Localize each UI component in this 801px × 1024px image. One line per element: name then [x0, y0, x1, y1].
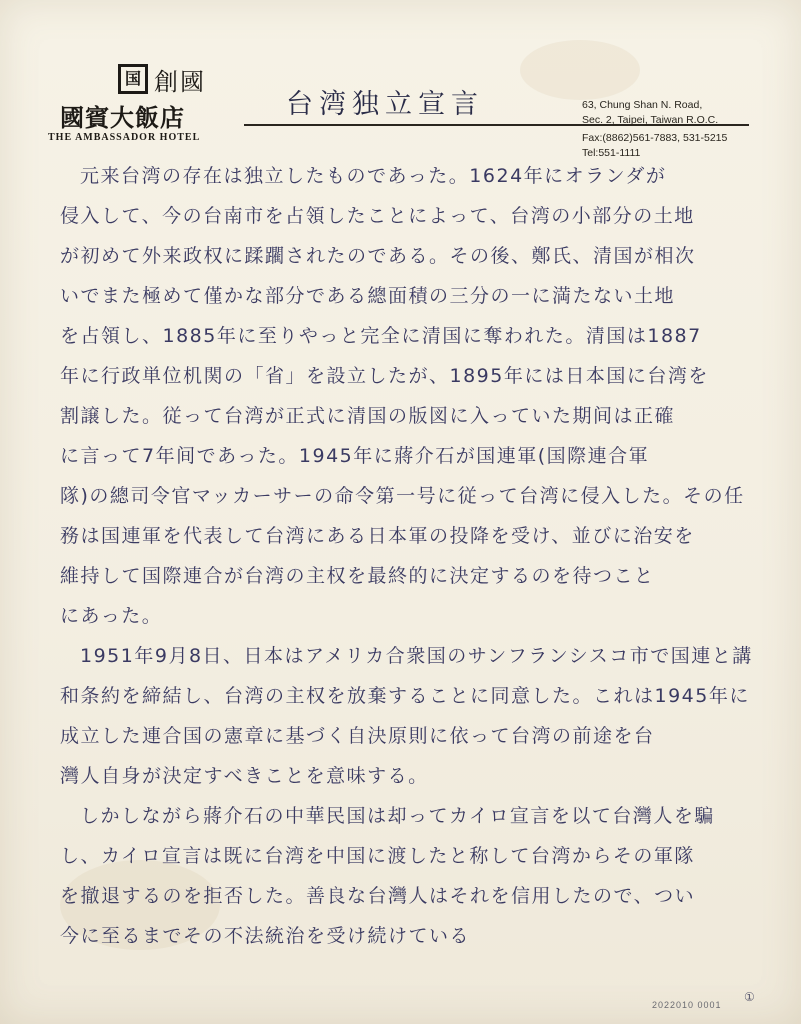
body-line: に言って7年间であった。1945年に蔣介石が国連軍(国際連合軍 — [60, 445, 650, 467]
logo-chinese-top: 創國 — [154, 68, 206, 96]
tel-line: Tel:551-1111 — [582, 147, 641, 159]
body-line: 和条約を締結し、台湾の主权を放棄することに同意した。これは1945年に — [60, 685, 750, 707]
body-line: 隊)の總司令官マッカーサーの命令第一号に従って台湾に侵入した。その任 — [60, 485, 745, 507]
address-line: 63, Chung Shan N. Road, — [582, 99, 703, 111]
body-line: 成立した連合国の憲章に基づく自決原則に依って台湾の前途を台 — [60, 725, 655, 747]
handwritten-body — [60, 156, 772, 956]
logo-chinese-name: 國賓大飯店 — [60, 103, 185, 132]
body-line: が初めて外来政权に蹂躙されたのである。その後、鄭氏、清国が相次 — [60, 245, 696, 267]
body-line: しかしながら蔣介石の中華民国は却ってカイロ宣言を以て台灣人を騙 — [80, 805, 715, 827]
document-title: 台湾独立宣言 — [286, 89, 484, 120]
hotel-address-block — [582, 98, 728, 159]
body-line: 侵入して、今の台南市を占領したことによって、台湾の小部分の土地 — [60, 205, 695, 227]
body-line: を占領し、1885年に至りやっと完全に清国に奪われた。清国は1887 — [60, 325, 702, 347]
page-mark: ① — [744, 990, 755, 1004]
emblem-char: 国 — [124, 69, 141, 88]
body-line: 今に至るまでその不法統治を受け続けている — [60, 925, 471, 947]
logo-english-name: THE AMBASSADOR HOTEL — [48, 132, 201, 143]
address-line: Sec. 2, Taipei, Taiwan R.O.C. — [582, 114, 719, 126]
fax-line: Fax:(8862)561-7883, 531-5215 — [582, 132, 728, 144]
body-line: 年に行政単位机関の「省」を設立したが、1895年には日本国に台湾を — [60, 365, 709, 387]
hotel-emblem-icon — [118, 64, 148, 94]
body-line: 維持して国際連合が台湾の主权を最終的に決定するのを待つこと — [60, 565, 655, 587]
body-line: 割譲した。従って台湾が正式に清国の版図に入っていた期间は正確 — [60, 405, 676, 427]
body-line: 灣人自身が決定すべきことを意味する。 — [60, 765, 429, 787]
body-line: 1951年9月8日、日本はアメリカ合衆国のサンフランシスコ市で国連と講 — [80, 645, 753, 667]
paper-stain — [520, 40, 640, 100]
hotel-letterhead-logo — [44, 56, 244, 146]
body-line: いでまた極めて僅かな部分である總面積の三分の一に満たない土地 — [60, 285, 676, 307]
body-line: を撤退するのを拒否した。善良な台灣人はそれを信用したので、つい — [60, 885, 696, 907]
body-line: 元来台湾の存在は独立したものであった。1624年にオランダが — [80, 165, 667, 187]
body-line: にあった。 — [60, 605, 163, 627]
body-line: し、カイロ宣言は既に台湾を中国に渡したと称して台湾からその軍隊 — [60, 845, 695, 867]
archive-number: 2022010 0001 — [652, 1000, 722, 1010]
body-line: 務は国連軍を代表して台湾にある日本軍の投降を受け、並びに治安を — [60, 525, 695, 547]
